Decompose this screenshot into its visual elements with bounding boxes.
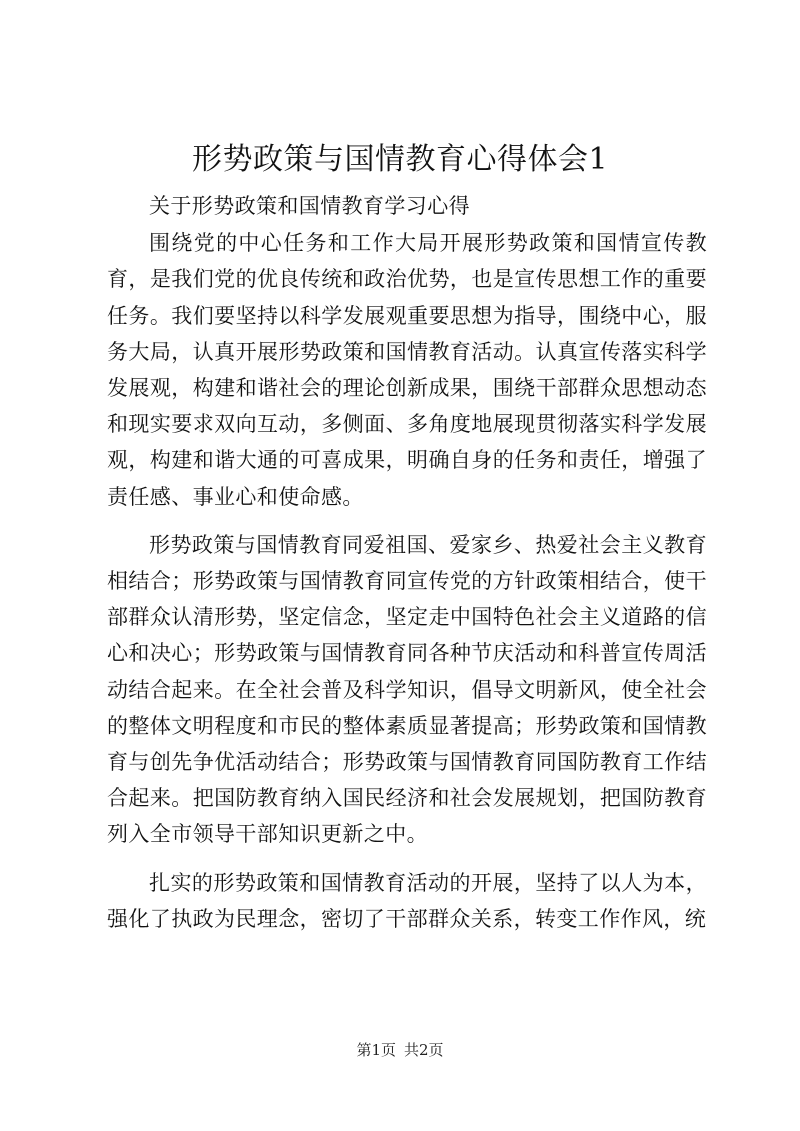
- document-title: 形势政策与国情教育心得体会1: [191, 142, 609, 177]
- paragraph-2: 形势政策与国情教育同爱祖国、爱家乡、热爱社会主义教育相结合；形势政策与国情教育同宣传党的方针政策相结合，使干部群众认清形势，坚定信念，坚定走中国特色社会主义道路的信心和决心；形势政策与国情教育同各种节庆活动和科普宣传周活动结合起来。在全社会普及科学知识，倡导文明新风，使全社会的整体文明程度和市民的整体素质显著提高；形势政策和国情教育与创先争优活动结合；形势政策与国情教育同国防教育工作结合起来。把国防教育纳入国民经济和社会发展规划，把国防教育列入全市领导干部知识更新之中。: [107, 532, 707, 847]
- document-subtitle: 关于形势政策和国情教育学习心得: [149, 194, 470, 218]
- document-body: [107, 188, 707, 937]
- paragraph-3: 扎实的形势政策和国情教育活动的开展，坚持了以人为本，强化了执政为民理念，密切了干部群众关系，转变工作作风，统: [107, 870, 707, 931]
- paragraph-1: 围绕党的中心任务和工作大局开展形势政策和国情宣传教育，是我们党的优良传统和政治优势，也是宣传思想工作的重要任务。我们要坚持以科学发展观重要思想为指导，围绕中心，服务大局，认真开展形势政策和国情教育活动。认真宣传落实科学发展观，构建和谐社会的理论创新成果，围绕干部群众思想动态和现实要求双向互动，多侧面、多角度地展现贯彻落实科学发展观，构建和谐大通的可喜成果，明确自身的任务和责任，增强了责任感、事业心和使命感。: [107, 231, 707, 509]
- page-footer: [0, 1040, 800, 1060]
- page-total: 共2页: [404, 1041, 444, 1059]
- page-number: 第1页: [356, 1041, 396, 1059]
